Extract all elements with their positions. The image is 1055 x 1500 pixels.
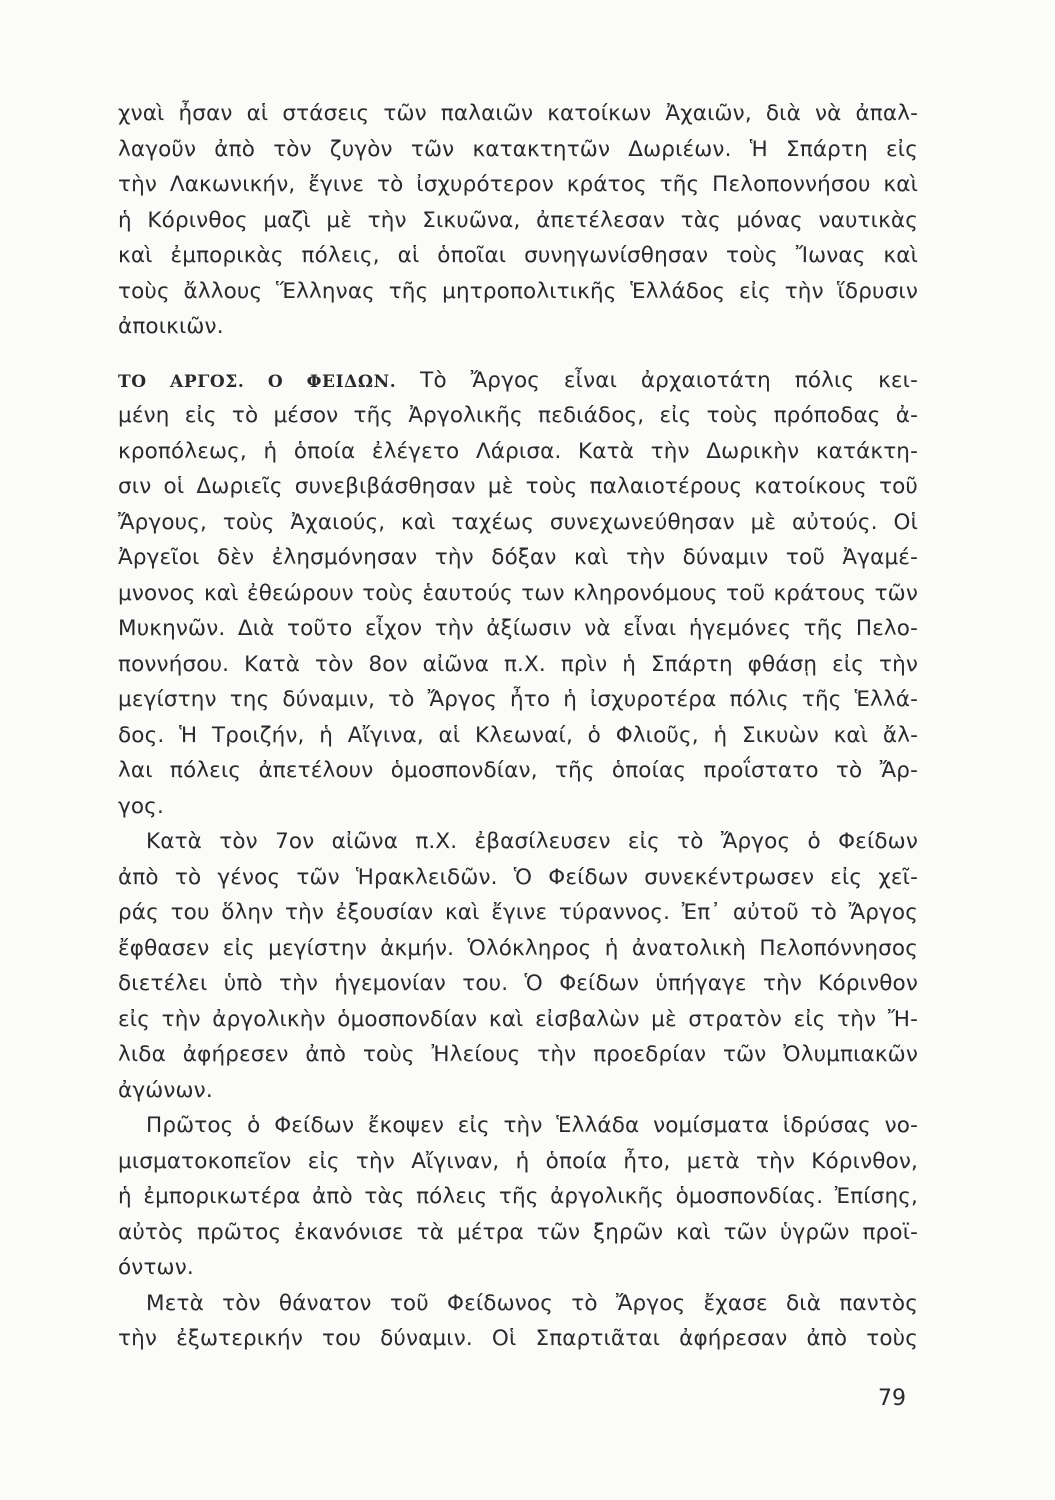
text-line: λαι πόλεις ἀπετέλουν ὁμοσπονδίαν, τῆς ὁποίας προΐστατο τὸ Ἄρ-	[118, 758, 918, 783]
text-line: μισματοκοπεῖον εἰς τὴν Αἴγιναν, ἡ ὁποία ἦτο, μετὰ τὴν Κόρινθον,	[118, 1148, 918, 1174]
text-line: ἀγώνων.	[118, 1077, 213, 1103]
text-line: καὶ ἐμπορικὰς πόλεις, αἱ ὁποῖαι συνηγωνίσθησαν τοὺς Ἴωνας καὶ	[118, 243, 918, 268]
text-line: γος.	[118, 793, 164, 819]
page-number: 79	[878, 1386, 906, 1411]
text-line: Μυκηνῶν. Διὰ τοῦτο εἶχον τὴν ἀξίωσιν νὰ εἶναι ἡγεμόνες τῆς Πελο-	[118, 616, 918, 641]
text-line: ράς του ὅλην τὴν ἐξουσίαν καὶ ἔγινε τύραννος. Ἐπ᾽ αὐτοῦ τὸ Ἄργος	[118, 900, 918, 925]
text-line: τοὺς ἄλλους Ἕλληνας τῆς μητροπολιτικῆς Ἑλλάδος εἰς τὴν ἵδρυσιν	[118, 278, 918, 304]
text-line: σιν οἱ Δωριεῖς συνεβιβάσθησαν μὲ τοὺς παλαιοτέρους κατοίκους τοῦ	[118, 474, 918, 499]
text-line: ἀποικιῶν.	[118, 314, 224, 339]
text-line: χναὶ ἦσαν αἱ στάσεις τῶν παλαιῶν κατοίκων Ἀχαιῶν, διὰ νὰ ἀπαλ-	[118, 101, 918, 126]
text-line: ἡ Κόρινθος μαζὶ μὲ τὴν Σικυῶνα, ἀπετέλεσαν τὰς μόνας ναυτικὰς	[118, 207, 918, 233]
body-text	[118, 96, 918, 1357]
text-line: Κατὰ τὸν 7ον αἰῶνα π.Χ. ἐβασίλευσεν εἰς τὸ Ἄργος ὁ Φείδων	[146, 829, 918, 854]
text-line: Πρῶτος ὁ Φείδων ἔκοψεν εἰς τὴν Ἑλλάδα νομίσματα ἱδρύσας νο-	[146, 1113, 918, 1138]
text-line: ποννήσου. Κατὰ τὸν 8ον αἰῶνα π.Χ. πρὶν ἡ Σπάρτη φθάσῃ εἰς τὴν	[118, 651, 918, 677]
text-line: δος. Ἡ Τροιζήν, ἡ Αἴγινα, αἱ Κλεωναί, ὁ Φλιοῦς, ἡ Σικυὼν καὶ ἄλ-	[118, 722, 918, 748]
text-line: λιδα ἀφήρεσεν ἀπὸ τοὺς Ἠλείους τὴν προεδρίαν τῶν Ὀλυμπιακῶν	[118, 1042, 918, 1067]
text-line: τὴν ἐξωτερικήν του δύναμιν. Οἱ Σπαρτιᾶται ἀφήρεσαν ἀπὸ τοὺς	[118, 1326, 918, 1351]
text-line-run: Τὸ Ἄργος εἶναι ἀρχαιοτάτη πόλις κει-	[396, 367, 918, 393]
text-line: εἰς τὴν ἀργολικὴν ὁμοσπονδίαν καὶ εἰσβαλὼν μὲ στρατὸν εἰς τὴν Ἤ-	[118, 1006, 918, 1032]
text-line: λαγοῦν ἀπὸ τὸν ζυγὸν τῶν κατακτητῶν Δωριέων. Ἡ Σπάρτη εἰς	[118, 136, 918, 162]
text-line: αὐτὸς πρῶτος ἐκανόνισε τὰ μέτρα τῶν ξηρῶν καὶ τῶν ὑγρῶν προϊ-	[118, 1219, 918, 1245]
text-line: μένη εἰς τὸ μέσον τῆς Ἀργολικῆς πεδιάδος, εἰς τοὺς πρόποδας ἀ-	[118, 403, 918, 428]
text-line: ἡ ἐμπορικωτέρα ἀπὸ τὰς πόλεις τῆς ἀργολικῆς ὁμοσπονδίας. Ἐπίσης,	[118, 1184, 918, 1209]
text-line: κροπόλεως, ἡ ὁποία ἐλέγετο Λάρισα. Κατὰ τὴν Δωρικὴν κατάκτη-	[118, 438, 918, 464]
text-line: μεγίστην της δύναμιν, τὸ Ἄργος ἦτο ἡ ἰσχυροτέρα πόλις τῆς Ἑλλά-	[118, 687, 918, 712]
text-line: μνονος καὶ ἐθεώρουν τοὺς ἑαυτούς των κληρονόμους τοῦ κράτους τῶν	[118, 580, 918, 606]
text-line: όντων.	[118, 1255, 194, 1280]
text-line: διετέλει ὑπὸ τὴν ἡγεμονίαν του. Ὁ Φείδων ὑπήγαγε τὴν Κόρινθον	[118, 971, 918, 996]
text-line: τὴν Λακωνικήν, ἔγινε τὸ ἰσχυρότερον κράτος τῆς Πελοποννήσου καὶ	[118, 172, 918, 197]
text-line: Μετὰ τὸν θάνατον τοῦ Φείδωνος τὸ Ἄργος ἔχασε διὰ παντὸς	[146, 1290, 918, 1316]
text-line: ἀπὸ τὸ γένος τῶν Ἡρακλειδῶν. Ὁ Φείδων συνεκέντρωσεν εἰς χεῖ-	[118, 864, 918, 890]
text-line: Ἀργεῖοι δὲν ἐλησμόνησαν τὴν δόξαν καὶ τὴν δύναμιν τοῦ Ἀγαμέ-	[118, 545, 918, 570]
section-heading: ΤΟ ΑΡΓΟΣ. Ο ΦΕΙΔΩΝ.	[118, 371, 397, 392]
text-line: ἔφθασεν εἰς μεγίστην ἀκμήν. Ὁλόκληρος ἡ ἀνατολικὴ Πελοπόννησος	[118, 935, 918, 961]
text-line: Ἄργους, τοὺς Ἀχαιούς, καὶ ταχέως συνεχωνεύθησαν μὲ αὐτούς. Οἱ	[118, 509, 918, 535]
text-line	[118, 363, 918, 399]
